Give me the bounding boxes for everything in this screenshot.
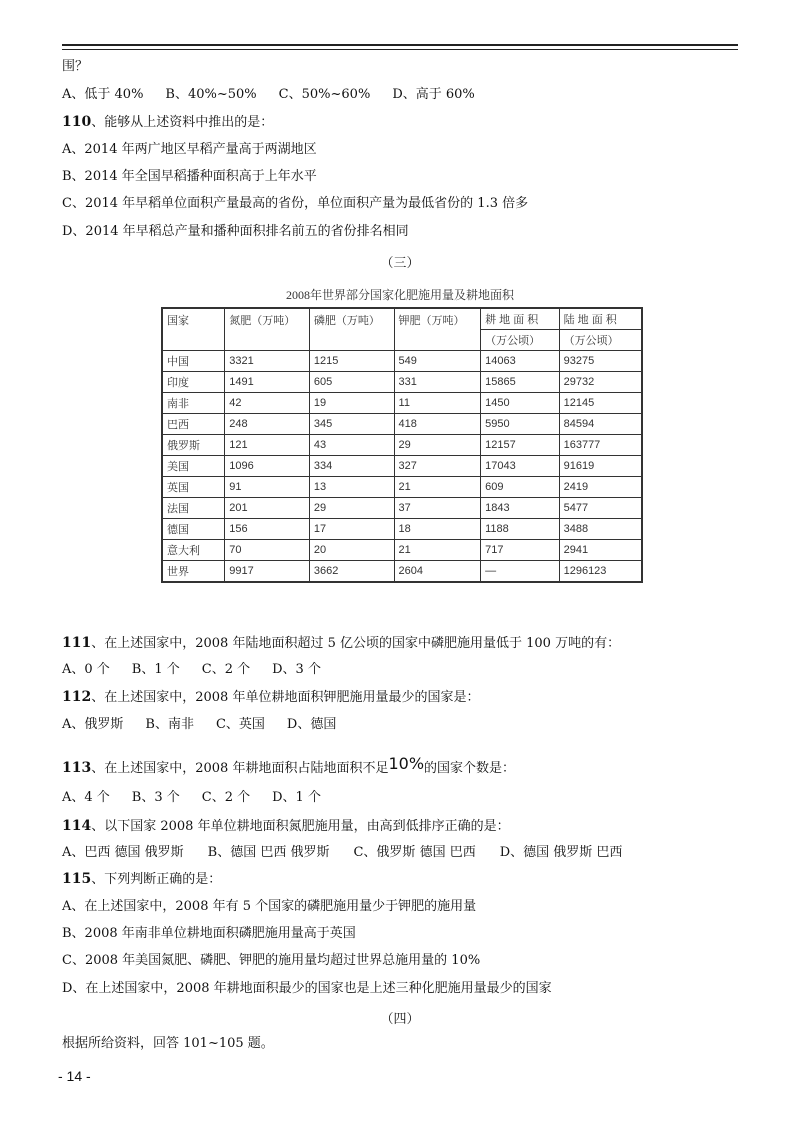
q113-option-a[interactable]: A、4 个 — [62, 790, 110, 805]
table-row — [162, 435, 642, 456]
table-cell: 19 — [309, 393, 394, 414]
table-cell: 3488 — [559, 519, 642, 540]
q112-stem — [62, 688, 479, 707]
q112-option-d[interactable]: D、德国 — [286, 717, 337, 732]
table-row — [162, 498, 642, 519]
table-cell: 334 — [309, 456, 394, 477]
q112-number: 112 — [62, 689, 92, 705]
q115-stem-text: 、下列判断正确的是： — [91, 872, 222, 887]
q115-stem — [62, 870, 221, 889]
q110-option-c[interactable]: C、2014 年早稻单位面积产量最高的省份，单位面积产量为最低省份的 1.3 倍多 — [62, 196, 529, 211]
table-cell: 91 — [225, 477, 310, 498]
q110-option-b[interactable]: B、2014 年全国早稻播种面积高于上年水平 — [62, 169, 317, 184]
q111-option-d[interactable]: D、3 个 — [272, 662, 321, 677]
table-cell: 327 — [394, 456, 481, 477]
page-number: - 14 - — [58, 1068, 91, 1084]
q109-option-b[interactable]: B、40%~50% — [165, 87, 257, 102]
table-title: 2008年世界部分国家化肥施用量及耕地面积 — [285, 288, 514, 302]
table-cell: 84594 — [559, 414, 642, 435]
q111-option-a[interactable]: A、0 个 — [62, 662, 110, 677]
table-cell: 巴西 — [162, 414, 225, 435]
table-cell: 1188 — [481, 519, 559, 540]
table-cell: 1450 — [481, 393, 559, 414]
header-rule-thick — [62, 44, 738, 46]
q114-option-a[interactable]: A、巴西 德国 俄罗斯 — [62, 845, 184, 860]
q112-option-c[interactable]: C、英国 — [215, 717, 265, 732]
q110-number: 110 — [62, 114, 92, 130]
q109-option-a[interactable]: A、低于 40% — [62, 87, 144, 102]
table-cell: 5477 — [559, 498, 642, 519]
table-cell: 20 — [309, 540, 394, 561]
table-cell: 29 — [394, 435, 481, 456]
q114-stem — [62, 817, 510, 836]
table-cell: 248 — [225, 414, 310, 435]
table-cell: 609 — [481, 477, 559, 498]
section-4-heading: （四） — [380, 1012, 420, 1027]
table-cell: 201 — [225, 498, 310, 519]
q113-number: 113 — [62, 760, 92, 776]
table-cell: 12145 — [559, 393, 642, 414]
q111-options — [62, 661, 343, 679]
table-cell: 1296123 — [559, 561, 642, 583]
table-body — [162, 351, 642, 583]
table-cell: 17043 — [481, 456, 559, 477]
table-cell: 德国 — [162, 519, 225, 540]
q110-option-d[interactable]: D、2014 年早稻总产量和播种面积排名前五的省份排名相同 — [62, 224, 409, 239]
table-cell: 717 — [481, 540, 559, 561]
table-cell: 29732 — [559, 372, 642, 393]
q111-option-c[interactable]: C、2 个 — [201, 662, 251, 677]
q113-options — [62, 789, 343, 807]
q113-percent: 10% — [388, 754, 425, 773]
q114-option-b[interactable]: B、德国 巴西 俄罗斯 — [207, 845, 330, 860]
table-cell: 5950 — [481, 414, 559, 435]
q115-option-a[interactable]: A、在上述国家中，2008 年有 5 个国家的磷肥施用量少于钾肥的施用量 — [62, 899, 477, 914]
table-cell: 121 — [225, 435, 310, 456]
table-row — [162, 519, 642, 540]
table-cell: 法国 — [162, 498, 225, 519]
table-cell: 英国 — [162, 477, 225, 498]
table-row — [162, 414, 642, 435]
table-cell: 14063 — [481, 351, 559, 372]
table-cell: 21 — [394, 477, 481, 498]
table-row — [162, 477, 642, 498]
table-cell: 美国 — [162, 456, 225, 477]
table-cell: 11 — [394, 393, 481, 414]
q115-option-c[interactable]: C、2008 年美国氮肥、磷肥、钾肥的施用量均超过世界总施用量的 10% — [62, 953, 481, 968]
table-cell: 2419 — [559, 477, 642, 498]
table-cell: 345 — [309, 414, 394, 435]
header-arable: 耕 地 面 积 — [481, 308, 559, 330]
header-phosphate: 磷肥（万吨） — [309, 308, 394, 351]
table-row — [162, 540, 642, 561]
table-cell: 15865 — [481, 372, 559, 393]
table-row — [162, 561, 642, 583]
table-row — [162, 456, 642, 477]
q112-option-a[interactable]: A、俄罗斯 — [62, 717, 124, 732]
q114-number: 114 — [62, 818, 92, 834]
header-potash: 钾肥（万吨） — [394, 308, 481, 351]
table-cell: 世界 — [162, 561, 225, 583]
q114-options — [62, 844, 622, 862]
table-cell: 42 — [225, 393, 310, 414]
q113-option-c[interactable]: C、2 个 — [201, 790, 251, 805]
table-cell: 163777 — [559, 435, 642, 456]
q111-number: 111 — [62, 635, 92, 651]
header-land-unit: （万公顷） — [559, 330, 642, 351]
table-cell: 1096 — [225, 456, 310, 477]
table-cell: — — [481, 561, 559, 583]
header-rule-thin — [62, 49, 738, 50]
q109-options — [62, 86, 497, 104]
q110-option-a[interactable]: A、2014 年两广地区早稻产量高于两湖地区 — [62, 142, 317, 157]
q110-stem — [62, 113, 273, 132]
table-cell: 1491 — [225, 372, 310, 393]
table-cell: 1843 — [481, 498, 559, 519]
q112-stem-text: 、在上述国家中，2008 年单位耕地面积钾肥施用量最少的国家是： — [91, 690, 480, 705]
table-cell: 13 — [309, 477, 394, 498]
table-cell: 2941 — [559, 540, 642, 561]
header-nitrogen: 氮肥（万吨） — [225, 308, 310, 351]
table-cell: 21 — [394, 540, 481, 561]
q115-option-b[interactable]: B、2008 年南非单位耕地面积磷肥施用量高于英国 — [62, 926, 356, 941]
table-cell: 156 — [225, 519, 310, 540]
table-cell: 3321 — [225, 351, 310, 372]
table-cell: 2604 — [394, 561, 481, 583]
q114-stem-text: 、以下国家 2008 年单位耕地面积氮肥施用量，由高到低排序正确的是： — [91, 819, 510, 834]
table-cell: 俄罗斯 — [162, 435, 225, 456]
q113-option-d[interactable]: D、1 个 — [272, 790, 321, 805]
q113-option-b[interactable]: B、3 个 — [131, 790, 180, 805]
q115-number: 115 — [62, 871, 92, 887]
table-cell: 1215 — [309, 351, 394, 372]
q115-option-d[interactable]: D、在上述国家中，2008 年耕地面积最少的国家也是上述三种化肥施用量最少的国家 — [62, 981, 552, 996]
table-cell: 37 — [394, 498, 481, 519]
table-row — [162, 351, 642, 372]
table-header-row — [162, 308, 642, 330]
q110-stem-text: 、能够从上述资料中推出的是： — [91, 115, 274, 130]
q113-stem-a: 、在上述国家中，2008 年耕地面积占陆地面积不足 — [91, 761, 389, 776]
header-land: 陆 地 面 积 — [559, 308, 642, 330]
q111-option-b[interactable]: B、1 个 — [131, 662, 180, 677]
header-arable-unit: （万公顷） — [481, 330, 559, 351]
q109-option-d[interactable]: D、高于 60% — [392, 87, 475, 102]
section-4-intro: 根据所给资料，回答 101~105 题。 — [62, 1036, 274, 1051]
table-row — [162, 372, 642, 393]
q113-stem-b: 的国家个数是： — [424, 761, 516, 776]
table-cell: 549 — [394, 351, 481, 372]
table-cell: 中国 — [162, 351, 225, 372]
q109-option-c[interactable]: C、50%~60% — [278, 87, 371, 102]
q114-option-d[interactable]: D、德国 俄罗斯 巴西 — [499, 845, 623, 860]
table-cell: 331 — [394, 372, 481, 393]
q114-option-c[interactable]: C、俄罗斯 德国 巴西 — [353, 845, 476, 860]
table-cell: 29 — [309, 498, 394, 519]
table-cell: 3662 — [309, 561, 394, 583]
table-cell: 18 — [394, 519, 481, 540]
header-country: 国家 — [162, 308, 225, 351]
q113-stem — [62, 755, 515, 778]
q111-stem-text: 、在上述国家中，2008 年陆地面积超过 5 亿公顷的国家中磷肥施用量低于 100 万吨的有： — [91, 636, 621, 651]
table-cell: 12157 — [481, 435, 559, 456]
table-cell: 605 — [309, 372, 394, 393]
q111-stem — [62, 634, 620, 653]
table-cell: 17 — [309, 519, 394, 540]
table-row — [162, 393, 642, 414]
table-cell: 43 — [309, 435, 394, 456]
table-cell: 91619 — [559, 456, 642, 477]
table-cell: 南非 — [162, 393, 225, 414]
q109-stem: 围？ — [62, 59, 89, 74]
table-cell: 印度 — [162, 372, 225, 393]
table-cell: 70 — [225, 540, 310, 561]
table-cell: 9917 — [225, 561, 310, 583]
table-cell: 418 — [394, 414, 481, 435]
q112-options — [62, 716, 358, 734]
q112-option-b[interactable]: B、南非 — [145, 717, 194, 732]
table-cell: 93275 — [559, 351, 642, 372]
table-cell: 意大利 — [162, 540, 225, 561]
section-3-heading: （三） — [380, 256, 420, 271]
fertilizer-table — [161, 307, 643, 583]
